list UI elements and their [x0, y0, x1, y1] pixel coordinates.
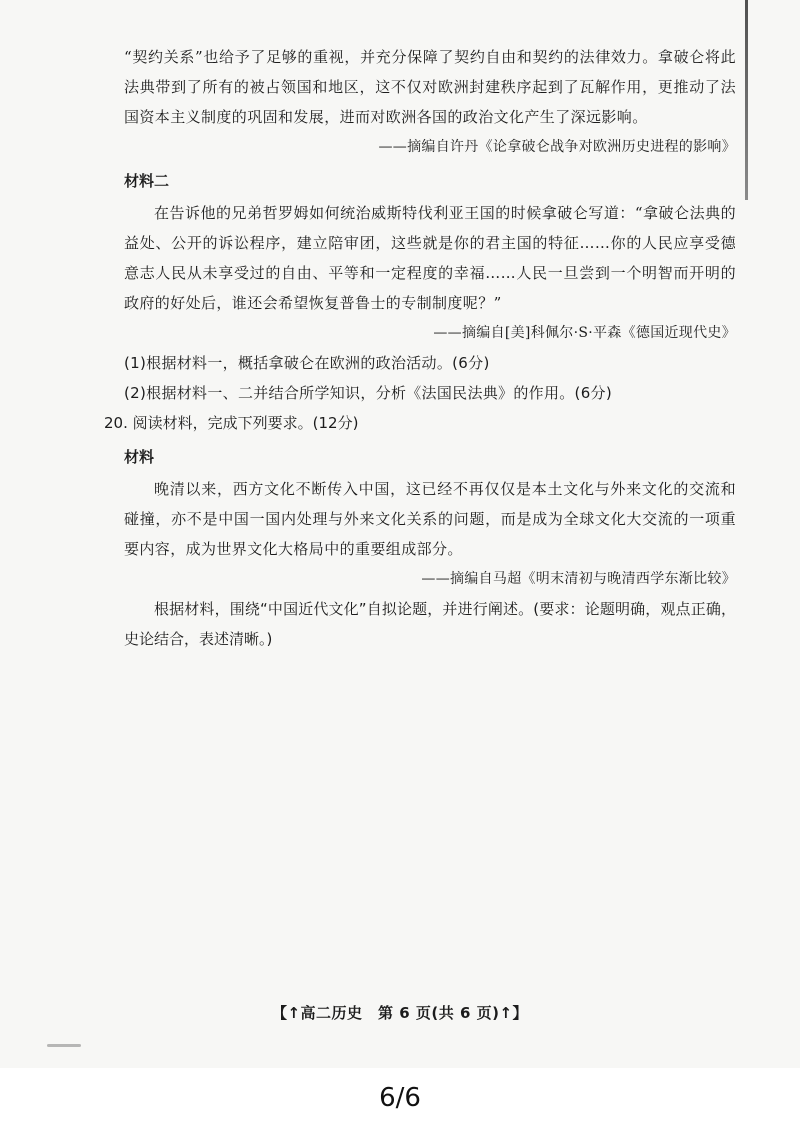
- question-20-title: 20. 阅读材料，完成下列要求。(12分): [104, 414, 359, 432]
- page-counter: 6/6: [379, 1083, 421, 1113]
- material1-tail-text: “契约关系”也给予了足够的重视，并充分保障了契约自由和契约的法律效力。拿破仑将此法典带到了所有的被占领国和地区，这不仅对欧洲封建秩序起到了瓦解作用，更推动了法国资本主义制度的巩固和发展，进而对欧洲各国的政治文化产生了深远影响。: [124, 48, 736, 126]
- material1-source: ——摘编自许丹《论拿破仑战争对欧洲历史进程的影响》: [378, 139, 736, 155]
- question-20-material-heading: 材料: [124, 448, 155, 466]
- material2-text: 在告诉他的兄弟哲罗姆如何统治威斯特伐利亚王国的时候拿破仑写道：“拿破仑法典的益处、公开的诉讼程序，建立陪审团，这些就是你的君主国的特征……你的人民应享受德意志人民从未享受过的自由、平等和一定程度的幸福……人民一旦尝到一个明智而开明的政府的好处后，谁还会希望恢复普鲁士的专制制度呢？”: [124, 204, 736, 312]
- material2-source: ——摘编自[美]科佩尔·S·平森《德国近现代史》: [433, 325, 736, 341]
- page-content: [104, 42, 736, 654]
- question-20-task: 根据材料，围绕“中国近代文化”自拟论题，并进行阐述。(要求：论题明确，观点正确，史论结合，表述清晰。): [124, 600, 736, 648]
- question-19-2: (2)根据材料一、二并结合所学知识，分析《法国民法典》的作用。(6分): [124, 384, 612, 402]
- question-20-source: ——摘编自马超《明末清初与晚清西学东渐比较》: [421, 571, 736, 587]
- material2-heading: 材料二: [124, 172, 170, 190]
- question-20-material-text: 晚清以来，西方文化不断传入中国，这已经不再仅仅是本土文化与外来文化的交流和碰撞，亦不是中国一国内处理与外来文化关系的问题，而是成为全球文化大交流的一项重要内容，成为世界文化大格局中的重要组成部分。: [124, 480, 736, 558]
- scan-smudge: [47, 1044, 81, 1047]
- question-19-1: (1)根据材料一，概括拿破仑在欧洲的政治活动。(6分): [124, 354, 490, 372]
- scan-edge-mark: [745, 0, 748, 200]
- page-footer: 【↑高二历史 第 6 页(共 6 页)↑】: [271, 1004, 529, 1022]
